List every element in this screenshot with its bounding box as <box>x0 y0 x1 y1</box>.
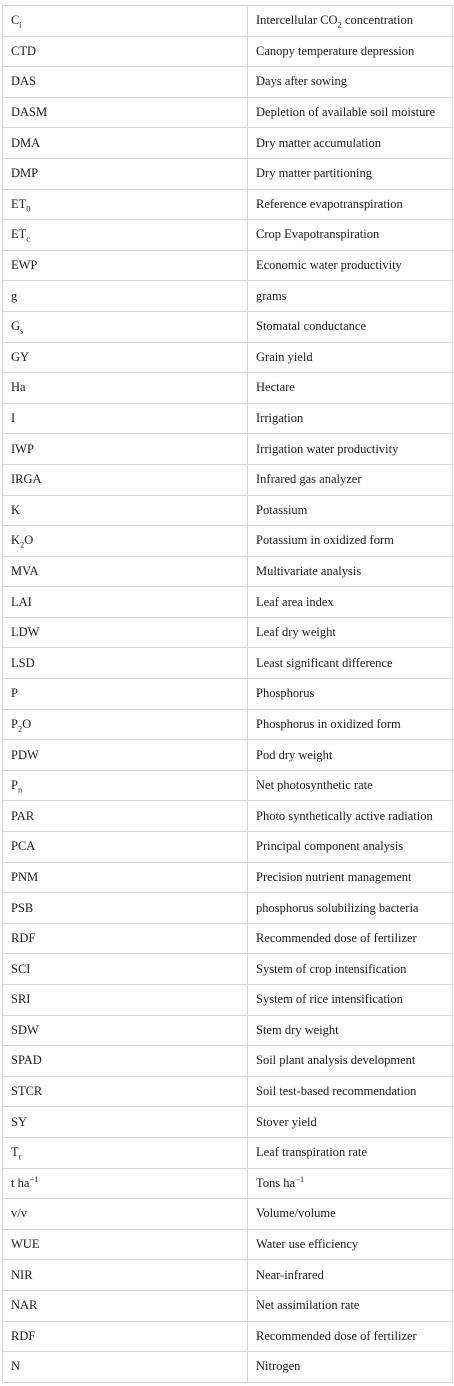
abbreviation-cell <box>3 832 248 863</box>
table-row <box>3 220 453 251</box>
text-segment: Volume/volume <box>256 1206 336 1221</box>
text-segment: PSB <box>11 900 34 915</box>
abbreviation-cell <box>3 1015 248 1046</box>
abbreviation-cell <box>3 679 248 710</box>
text-segment: Ha <box>11 380 26 395</box>
abbreviation-cell <box>3 985 248 1016</box>
text-segment: Economic water productivity <box>256 258 402 273</box>
text-segment: Tons ha <box>256 1175 296 1190</box>
text-segment: RDF <box>11 1328 36 1343</box>
description-cell <box>248 6 453 37</box>
abbreviation-cell <box>3 403 248 434</box>
abbreviation-cell <box>3 770 248 801</box>
text-segment: Water use efficiency <box>256 1237 359 1252</box>
abbreviation-cell <box>3 1137 248 1168</box>
abbreviation-cell <box>3 709 248 740</box>
text-segment: Dry matter accumulation <box>256 135 381 150</box>
text-segment: System of crop intensification <box>256 961 407 976</box>
abbreviation-cell <box>3 281 248 312</box>
description-cell <box>248 97 453 128</box>
description-cell <box>248 1229 453 1260</box>
subscript: s <box>20 325 24 336</box>
text-segment: phosphorus solubilizing bacteria <box>256 900 419 915</box>
abbreviation-cell <box>3 648 248 679</box>
text-segment: Recommended dose of fertilizer <box>256 1328 417 1343</box>
table-row <box>3 923 453 954</box>
table-row <box>3 587 453 618</box>
description-cell <box>248 373 453 404</box>
text-segment: Infrared gas analyzer <box>256 472 362 487</box>
table-row <box>3 556 453 587</box>
table-row <box>3 281 453 312</box>
table-row <box>3 1290 453 1321</box>
description-cell <box>248 403 453 434</box>
text-segment: O <box>22 716 32 731</box>
table-row <box>3 6 453 37</box>
superscript: −1 <box>29 1173 39 1184</box>
table-row <box>3 1137 453 1168</box>
table-row <box>3 862 453 893</box>
table-row <box>3 1229 453 1260</box>
description-cell <box>248 954 453 985</box>
text-segment: System of rice intensification <box>256 992 403 1007</box>
table-row <box>3 250 453 281</box>
description-cell <box>248 587 453 618</box>
text-segment: MVA <box>11 563 39 578</box>
table-row <box>3 189 453 220</box>
table-row <box>3 985 453 1016</box>
text-segment: LAI <box>11 594 32 609</box>
table-row <box>3 679 453 710</box>
text-segment: PNM <box>11 869 39 884</box>
text-segment: EWP <box>11 258 38 273</box>
description-cell <box>248 1107 453 1138</box>
text-segment: SY <box>11 1114 27 1129</box>
text-segment: DASM <box>11 105 48 120</box>
text-segment: Phosphorus <box>256 686 315 701</box>
table-row <box>3 526 453 557</box>
table-row <box>3 770 453 801</box>
description-cell <box>248 342 453 373</box>
abbreviation-cell <box>3 923 248 954</box>
text-segment: SPAD <box>11 1053 42 1068</box>
description-cell <box>248 556 453 587</box>
table-row <box>3 1015 453 1046</box>
table-row <box>3 1199 453 1230</box>
table-row <box>3 36 453 67</box>
abbreviation-cell <box>3 373 248 404</box>
table-row <box>3 617 453 648</box>
table-row <box>3 1168 453 1199</box>
table-row <box>3 311 453 342</box>
table-row <box>3 648 453 679</box>
text-segment: PAR <box>11 808 35 823</box>
abbreviation-cell <box>3 801 248 832</box>
abbreviation-cell <box>3 1352 248 1383</box>
text-segment: LDW <box>11 625 40 640</box>
text-segment: Stover yield <box>256 1114 317 1129</box>
text-segment: Precision nutrient management <box>256 869 412 884</box>
text-segment: P <box>11 686 18 701</box>
text-segment: P <box>11 716 18 731</box>
table-row <box>3 801 453 832</box>
description-cell <box>248 648 453 679</box>
table-row <box>3 342 453 373</box>
abbreviation-cell <box>3 1290 248 1321</box>
text-segment: SCI <box>11 961 31 976</box>
table-row <box>3 709 453 740</box>
description-cell <box>248 311 453 342</box>
text-segment: DAS <box>11 74 37 89</box>
text-segment: WUE <box>11 1237 40 1252</box>
abbreviation-cell <box>3 1046 248 1077</box>
text-segment: DMA <box>11 135 41 150</box>
text-segment: CTD <box>11 43 36 58</box>
text-segment: Potassium in oxidized form <box>256 533 394 548</box>
text-segment: GY <box>11 349 30 364</box>
description-cell <box>248 1290 453 1321</box>
description-cell <box>248 281 453 312</box>
description-cell <box>248 985 453 1016</box>
table-row <box>3 893 453 924</box>
table-row <box>3 128 453 159</box>
text-segment: Least significant difference <box>256 655 393 670</box>
description-cell <box>248 158 453 189</box>
text-segment: K <box>11 502 21 517</box>
abbreviations-table <box>2 5 453 1383</box>
text-segment: Net assimilation rate <box>256 1298 360 1313</box>
table-row <box>3 1352 453 1383</box>
text-segment: ET <box>11 227 27 242</box>
abbreviation-cell <box>3 1199 248 1230</box>
text-segment: Potassium <box>256 502 308 517</box>
description-cell <box>248 36 453 67</box>
abbreviation-cell <box>3 587 248 618</box>
text-segment: SDW <box>11 1022 39 1037</box>
subscript: r <box>18 1151 22 1162</box>
text-segment: t ha <box>11 1175 30 1190</box>
text-segment: C <box>11 13 20 28</box>
abbreviation-cell <box>3 1076 248 1107</box>
abbreviation-cell <box>3 954 248 985</box>
description-cell <box>248 770 453 801</box>
subscript: 2 <box>20 539 25 550</box>
text-segment: Recommended dose of fertilizer <box>256 931 417 946</box>
text-segment: v/v <box>11 1206 27 1221</box>
text-segment: Phosphorus in oxidized form <box>256 716 401 731</box>
abbreviation-cell <box>3 1229 248 1260</box>
abbreviation-cell <box>3 189 248 220</box>
text-segment: Soil test-based recommendation <box>256 1084 417 1099</box>
abbreviation-cell <box>3 342 248 373</box>
text-segment: RDF <box>11 931 36 946</box>
description-cell <box>248 189 453 220</box>
text-segment: PCA <box>11 839 36 854</box>
abbreviation-cell <box>3 36 248 67</box>
abbreviations-table-body <box>3 6 453 1383</box>
text-segment: Leaf transpiration rate <box>256 1145 368 1160</box>
description-cell <box>248 801 453 832</box>
abbreviation-cell <box>3 617 248 648</box>
superscript: −1 <box>295 1173 305 1184</box>
abbreviation-cell <box>3 1260 248 1291</box>
description-cell <box>248 1199 453 1230</box>
abbreviation-cell <box>3 862 248 893</box>
text-segment: STCR <box>11 1084 43 1099</box>
description-cell <box>248 220 453 251</box>
text-segment: Hectare <box>256 380 295 395</box>
abbreviation-cell <box>3 464 248 495</box>
description-cell <box>248 67 453 98</box>
text-segment: Soil plant analysis development <box>256 1053 416 1068</box>
table-row <box>3 954 453 985</box>
text-segment: N <box>11 1359 21 1374</box>
description-cell <box>248 1260 453 1291</box>
text-segment: Crop Evapotranspiration <box>256 227 380 242</box>
description-cell <box>248 1321 453 1352</box>
text-segment: Irrigation <box>256 411 304 426</box>
text-segment: concentration <box>341 13 413 28</box>
abbreviation-cell <box>3 67 248 98</box>
text-segment: Leaf area index <box>256 594 334 609</box>
text-segment: DMP <box>11 166 39 181</box>
text-segment: Near-infrared <box>256 1267 324 1282</box>
text-segment: IWP <box>11 441 34 456</box>
text-segment: ET <box>11 196 27 211</box>
abbreviation-cell <box>3 128 248 159</box>
text-segment: Intercellular CO <box>256 13 338 28</box>
text-segment: I <box>11 411 16 426</box>
description-cell <box>248 832 453 863</box>
description-cell <box>248 1137 453 1168</box>
description-cell <box>248 464 453 495</box>
abbreviation-cell <box>3 311 248 342</box>
abbreviation-cell <box>3 556 248 587</box>
table-row <box>3 158 453 189</box>
table-row <box>3 67 453 98</box>
text-segment: NIR <box>11 1267 33 1282</box>
table-row <box>3 403 453 434</box>
table-row <box>3 373 453 404</box>
text-segment: Canopy temperature depression <box>256 43 415 58</box>
text-segment: G <box>11 319 21 334</box>
abbreviation-cell <box>3 250 248 281</box>
abbreviation-cell <box>3 434 248 465</box>
text-segment: Grain yield <box>256 349 313 364</box>
text-segment: Depletion of available soil moisture <box>256 105 436 120</box>
text-segment: P <box>11 778 18 793</box>
text-segment: O <box>24 533 34 548</box>
abbreviation-cell <box>3 97 248 128</box>
text-segment: T <box>11 1145 19 1160</box>
description-cell <box>248 709 453 740</box>
text-segment: Multivariate analysis <box>256 563 362 578</box>
table-row <box>3 1260 453 1291</box>
description-cell <box>248 1015 453 1046</box>
table-row <box>3 1076 453 1107</box>
description-cell <box>248 250 453 281</box>
description-cell <box>248 679 453 710</box>
abbreviation-cell <box>3 1321 248 1352</box>
text-segment: Stem dry weight <box>256 1022 339 1037</box>
text-segment: Pod dry weight <box>256 747 333 762</box>
description-cell <box>248 495 453 526</box>
text-segment: Days after sowing <box>256 74 347 89</box>
text-segment: grams <box>256 288 287 303</box>
text-segment: g <box>11 288 18 303</box>
description-cell <box>248 740 453 771</box>
table-row <box>3 1321 453 1352</box>
text-segment: K <box>11 533 21 548</box>
abbreviation-cell <box>3 495 248 526</box>
description-cell <box>248 1076 453 1107</box>
subscript: 0 <box>26 203 31 214</box>
abbreviation-cell <box>3 6 248 37</box>
description-cell <box>248 526 453 557</box>
table-row <box>3 434 453 465</box>
text-segment: Irrigation water productivity <box>256 441 399 456</box>
text-segment: Dry matter partitioning <box>256 166 372 181</box>
abbreviation-cell <box>3 1107 248 1138</box>
text-segment: Stomatal conductance <box>256 319 367 334</box>
table-row <box>3 740 453 771</box>
text-segment: SRI <box>11 992 31 1007</box>
text-segment: Leaf dry weight <box>256 625 336 640</box>
description-cell <box>248 128 453 159</box>
text-segment: Net photosynthetic rate <box>256 778 373 793</box>
text-segment: LSD <box>11 655 35 670</box>
description-cell <box>248 434 453 465</box>
text-segment: Reference evapotranspiration <box>256 196 403 211</box>
description-cell <box>248 893 453 924</box>
abbreviation-cell <box>3 740 248 771</box>
text-segment: PDW <box>11 747 39 762</box>
description-cell <box>248 1352 453 1383</box>
table-row <box>3 1046 453 1077</box>
subscript: 2 <box>337 19 342 30</box>
abbreviation-cell <box>3 220 248 251</box>
table-row <box>3 464 453 495</box>
abbreviation-cell <box>3 158 248 189</box>
description-cell <box>248 1046 453 1077</box>
abbreviation-cell <box>3 526 248 557</box>
subscript: n <box>17 784 23 795</box>
description-cell <box>248 862 453 893</box>
text-segment: NAR <box>11 1298 38 1313</box>
abbreviation-cell <box>3 893 248 924</box>
subscript: 2 <box>17 723 23 734</box>
subscript: i <box>19 19 22 30</box>
table-row <box>3 1107 453 1138</box>
text-segment: Nitrogen <box>256 1359 301 1374</box>
text-segment: Photo synthetically active radiation <box>256 808 433 823</box>
description-cell <box>248 923 453 954</box>
table-row <box>3 832 453 863</box>
table-row <box>3 97 453 128</box>
abbreviation-cell <box>3 1168 248 1199</box>
description-cell <box>248 617 453 648</box>
subscript: c <box>26 233 31 244</box>
text-segment: IRGA <box>11 472 42 487</box>
description-cell <box>248 1168 453 1199</box>
table-row <box>3 495 453 526</box>
text-segment: Principal component analysis <box>256 839 404 854</box>
